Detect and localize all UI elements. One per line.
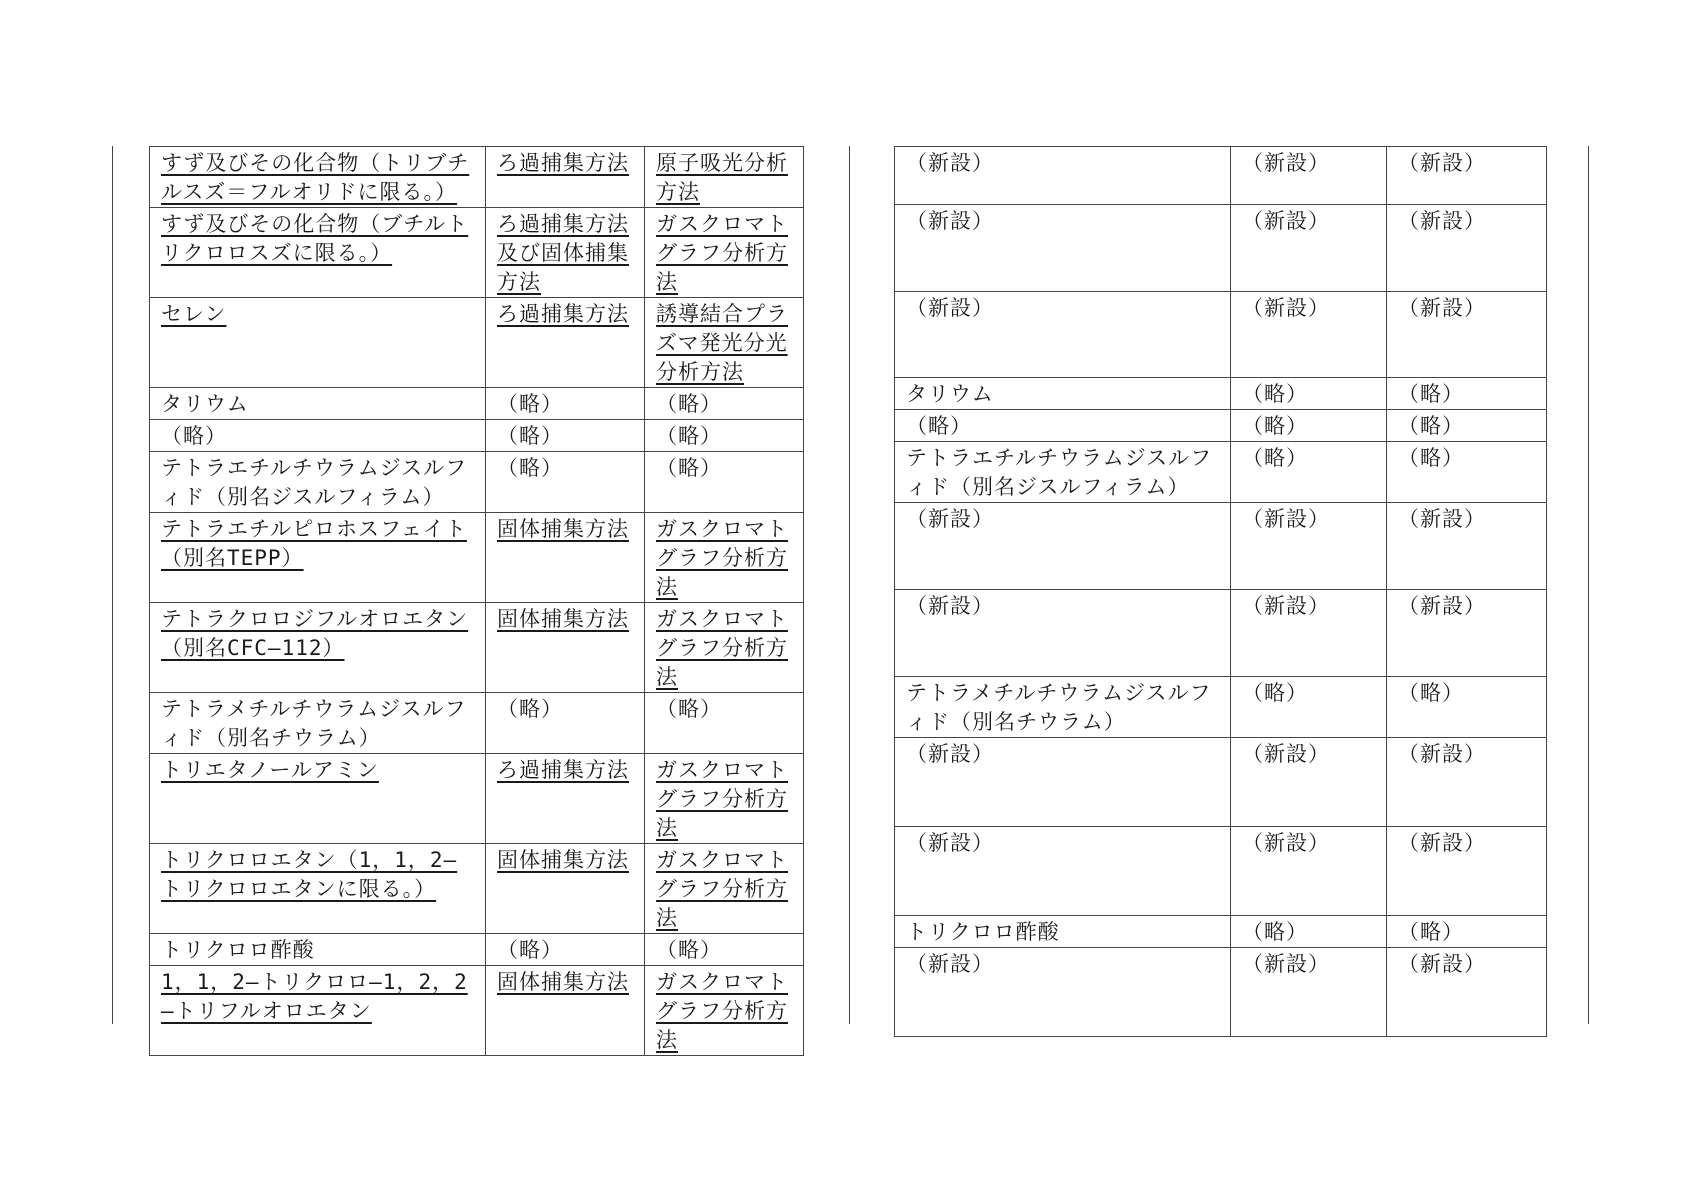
analysis-method-text: （新設） xyxy=(1398,151,1486,175)
substance-name-cell xyxy=(150,603,486,693)
analysis-method-cell xyxy=(1387,827,1547,916)
sampling-method-cell xyxy=(486,420,645,452)
substance-name-cell xyxy=(895,205,1231,292)
sampling-method-text: （略） xyxy=(497,697,563,721)
sampling-method-cell xyxy=(486,147,645,208)
sampling-method-text: （新設） xyxy=(1242,151,1330,175)
revised-table xyxy=(149,146,804,1056)
substance-name-text: （新設） xyxy=(906,952,994,976)
table-row xyxy=(150,513,804,603)
analysis-method-text: （略） xyxy=(1398,446,1464,470)
substance-name-text: タリウム xyxy=(906,382,994,406)
substance-name-cell xyxy=(150,966,486,1056)
sampling-method-cell xyxy=(486,966,645,1056)
analysis-method-text: （新設） xyxy=(1398,296,1486,320)
sampling-method-text: 固体捕集方法 xyxy=(497,517,629,541)
sampling-method-text: （新設） xyxy=(1242,209,1330,233)
table-row xyxy=(150,693,804,754)
center-divider-line xyxy=(849,146,850,1024)
substance-name-text: テトラクロロジフルオロエタン（別名CFC―112） xyxy=(161,607,469,660)
sampling-method-cell xyxy=(1231,916,1387,948)
analysis-method-text: （略） xyxy=(656,938,722,962)
sampling-method-text: （略） xyxy=(1242,920,1308,944)
analysis-method-text: （略） xyxy=(1398,681,1464,705)
sampling-method-text: （新設） xyxy=(1242,831,1330,855)
table-row xyxy=(150,844,804,934)
substance-name-cell xyxy=(895,916,1231,948)
table-row xyxy=(895,916,1547,948)
substance-name-text: すず及びその化合物（トリブチルスズ＝フルオリドに限る。） xyxy=(161,151,470,204)
substance-name-cell xyxy=(150,147,486,208)
substance-name-cell xyxy=(895,147,1231,205)
substance-name-cell xyxy=(895,378,1231,410)
sampling-method-cell xyxy=(1231,827,1387,916)
substance-name-cell xyxy=(895,738,1231,827)
sampling-method-cell xyxy=(486,208,645,298)
sampling-method-cell xyxy=(1231,147,1387,205)
substance-name-text: セレン xyxy=(161,302,227,326)
table-row xyxy=(895,503,1547,590)
sampling-method-text: ろ過捕集方法 xyxy=(497,758,629,782)
analysis-method-cell xyxy=(645,208,804,298)
sampling-method-text: （新設） xyxy=(1242,742,1330,766)
sampling-method-cell xyxy=(1231,410,1387,442)
sampling-method-text: （略） xyxy=(1242,414,1308,438)
substance-name-cell xyxy=(895,677,1231,738)
analysis-method-text: ガスクロマトグラフ分析方法 xyxy=(656,758,788,840)
sampling-method-cell xyxy=(1231,292,1387,378)
sampling-method-text: （略） xyxy=(497,424,563,448)
table-row xyxy=(150,452,804,513)
substance-name-text: テトラエチルチウラムジスルフィド（別名ジスルフィラム） xyxy=(161,456,468,509)
substance-name-text: トリクロロ酢酸 xyxy=(161,938,315,962)
substance-name-cell xyxy=(150,513,486,603)
analysis-method-text: 原子吸光分析方法 xyxy=(656,151,788,204)
analysis-method-text: （新設） xyxy=(1398,594,1486,618)
substance-name-text: テトラエチルチウラムジスルフィド（別名ジスルフィラム） xyxy=(906,446,1213,499)
sampling-method-cell xyxy=(1231,590,1387,677)
analysis-method-text: （略） xyxy=(656,456,722,480)
analysis-method-cell xyxy=(645,420,804,452)
table-row xyxy=(895,442,1547,503)
sampling-method-text: （新設） xyxy=(1242,594,1330,618)
substance-name-cell xyxy=(895,590,1231,677)
sampling-method-cell xyxy=(1231,378,1387,410)
analysis-method-text: （略） xyxy=(656,697,722,721)
substance-name-text: （新設） xyxy=(906,742,994,766)
sampling-method-cell xyxy=(1231,442,1387,503)
sampling-method-text: ろ過捕集方法 xyxy=(497,302,629,326)
sampling-method-cell xyxy=(486,693,645,754)
substance-name-text: （新設） xyxy=(906,151,994,175)
table-row xyxy=(150,934,804,966)
table-row xyxy=(150,298,804,388)
substance-name-cell xyxy=(895,292,1231,378)
analysis-method-cell xyxy=(1387,503,1547,590)
analysis-method-cell xyxy=(1387,410,1547,442)
substance-name-cell xyxy=(150,208,486,298)
table-row xyxy=(895,410,1547,442)
sampling-method-cell xyxy=(486,513,645,603)
analysis-method-text: ガスクロマトグラフ分析方法 xyxy=(656,970,788,1052)
analysis-method-text: （新設） xyxy=(1398,209,1486,233)
sampling-method-cell xyxy=(1231,948,1387,1037)
table-row xyxy=(895,378,1547,410)
analysis-method-cell xyxy=(645,603,804,693)
sampling-method-text: （新設） xyxy=(1242,296,1330,320)
substance-name-text: トリエタノールアミン xyxy=(161,758,379,782)
sampling-method-text: （略） xyxy=(1242,446,1308,470)
left-margin-line xyxy=(112,146,113,1024)
substance-name-cell xyxy=(150,298,486,388)
analysis-method-text: （新設） xyxy=(1398,507,1486,531)
substance-name-cell xyxy=(895,503,1231,590)
substance-name-cell xyxy=(150,754,486,844)
substance-name-cell xyxy=(150,420,486,452)
sampling-method-cell xyxy=(486,934,645,966)
analysis-method-cell xyxy=(645,966,804,1056)
sampling-method-text: （略） xyxy=(497,456,563,480)
substance-name-cell xyxy=(895,442,1231,503)
sampling-method-text: （新設） xyxy=(1242,952,1330,976)
sampling-method-text: （略） xyxy=(1242,382,1308,406)
sampling-method-text: 固体捕集方法 xyxy=(497,970,629,994)
sampling-method-cell xyxy=(486,298,645,388)
substance-name-text: すず及びその化合物（ブチルトリクロロスズに限る。） xyxy=(161,212,469,265)
substance-name-cell xyxy=(150,693,486,754)
analysis-method-text: ガスクロマトグラフ分析方法 xyxy=(656,517,788,599)
analysis-method-cell xyxy=(1387,292,1547,378)
table-row xyxy=(150,754,804,844)
analysis-method-cell xyxy=(645,452,804,513)
substance-name-text: （略） xyxy=(161,424,227,448)
substance-name-text: テトラメチルチウラムジスルフィド（別名チウラム） xyxy=(161,697,467,750)
substance-name-text: テトラメチルチウラムジスルフィド（別名チウラム） xyxy=(906,681,1212,734)
table-row xyxy=(895,590,1547,677)
table-row xyxy=(895,948,1547,1037)
sampling-method-cell xyxy=(486,452,645,513)
substance-name-text: （新設） xyxy=(906,831,994,855)
table-row xyxy=(895,677,1547,738)
analysis-method-cell xyxy=(1387,738,1547,827)
table-row xyxy=(150,208,804,298)
table-row xyxy=(895,205,1547,292)
analysis-method-cell xyxy=(645,298,804,388)
analysis-method-cell xyxy=(645,693,804,754)
sampling-method-text: 固体捕集方法 xyxy=(497,607,629,631)
analysis-method-text: （新設） xyxy=(1398,831,1486,855)
substance-name-text: 1，1，2―トリクロロ―1，2，2―トリフルオロエタン xyxy=(161,970,468,1023)
substance-name-text: （新設） xyxy=(906,209,994,233)
substance-name-text: タリウム xyxy=(161,392,249,416)
analysis-method-cell xyxy=(645,934,804,966)
current-table xyxy=(894,146,1547,1037)
table-row xyxy=(150,966,804,1056)
substance-name-text: トリクロロエタン（1，1，2―トリクロロエタンに限る。） xyxy=(161,848,458,901)
sampling-method-cell xyxy=(1231,205,1387,292)
analysis-method-text: （略） xyxy=(1398,920,1464,944)
sampling-method-text: ろ過捕集方法 xyxy=(497,151,629,175)
analysis-method-text: ガスクロマトグラフ分析方法 xyxy=(656,607,788,689)
analysis-method-cell xyxy=(1387,147,1547,205)
analysis-method-text: （略） xyxy=(656,424,722,448)
analysis-method-cell xyxy=(1387,205,1547,292)
table-row xyxy=(150,388,804,420)
analysis-method-cell xyxy=(1387,677,1547,738)
sampling-method-cell xyxy=(486,388,645,420)
analysis-method-cell xyxy=(645,754,804,844)
analysis-method-text: ガスクロマトグラフ分析方法 xyxy=(656,848,788,930)
analysis-method-text: 誘導結合プラズマ発光分光分析方法 xyxy=(656,302,788,384)
analysis-method-text: ガスクロマトグラフ分析方法 xyxy=(656,212,788,294)
sampling-method-cell xyxy=(486,603,645,693)
analysis-method-cell xyxy=(1387,590,1547,677)
sampling-method-text: （略） xyxy=(497,938,563,962)
substance-name-cell xyxy=(895,410,1231,442)
analysis-method-text: （新設） xyxy=(1398,952,1486,976)
analysis-method-text: （略） xyxy=(1398,382,1464,406)
substance-name-text: テトラエチルピロホスフェイト（別名TEPP） xyxy=(161,517,467,570)
sampling-method-text: （新設） xyxy=(1242,507,1330,531)
substance-name-text: トリクロロ酢酸 xyxy=(906,920,1060,944)
analysis-method-cell xyxy=(645,844,804,934)
substance-name-cell xyxy=(150,934,486,966)
table-row xyxy=(895,147,1547,205)
analysis-method-text: （略） xyxy=(1398,414,1464,438)
analysis-method-text: （新設） xyxy=(1398,742,1486,766)
substance-name-cell xyxy=(150,844,486,934)
substance-name-cell xyxy=(895,827,1231,916)
table-row xyxy=(150,147,804,208)
sampling-method-cell xyxy=(1231,503,1387,590)
analysis-method-text: （略） xyxy=(656,392,722,416)
analysis-method-cell xyxy=(645,388,804,420)
analysis-method-cell xyxy=(1387,378,1547,410)
substance-name-text: （新設） xyxy=(906,594,994,618)
sampling-method-cell xyxy=(486,844,645,934)
sampling-method-text: （略） xyxy=(1242,681,1308,705)
sampling-method-cell xyxy=(1231,738,1387,827)
sampling-method-text: 固体捕集方法 xyxy=(497,848,629,872)
right-margin-line xyxy=(1588,146,1589,1024)
analysis-method-cell xyxy=(645,147,804,208)
table-row xyxy=(150,603,804,693)
sampling-method-text: ろ過捕集方法及び固体捕集方法 xyxy=(497,212,629,294)
substance-name-text: （新設） xyxy=(906,507,994,531)
table-row xyxy=(895,738,1547,827)
analysis-method-cell xyxy=(1387,442,1547,503)
substance-name-text: （新設） xyxy=(906,296,994,320)
substance-name-cell xyxy=(150,388,486,420)
sampling-method-cell xyxy=(486,754,645,844)
table-row xyxy=(895,292,1547,378)
table-row xyxy=(150,420,804,452)
analysis-method-cell xyxy=(1387,948,1547,1037)
table-row xyxy=(895,827,1547,916)
sampling-method-text: （略） xyxy=(497,392,563,416)
substance-name-cell xyxy=(895,948,1231,1037)
substance-name-cell xyxy=(150,452,486,513)
analysis-method-cell xyxy=(1387,916,1547,948)
sampling-method-cell xyxy=(1231,677,1387,738)
analysis-method-cell xyxy=(645,513,804,603)
substance-name-text: （略） xyxy=(906,414,972,438)
